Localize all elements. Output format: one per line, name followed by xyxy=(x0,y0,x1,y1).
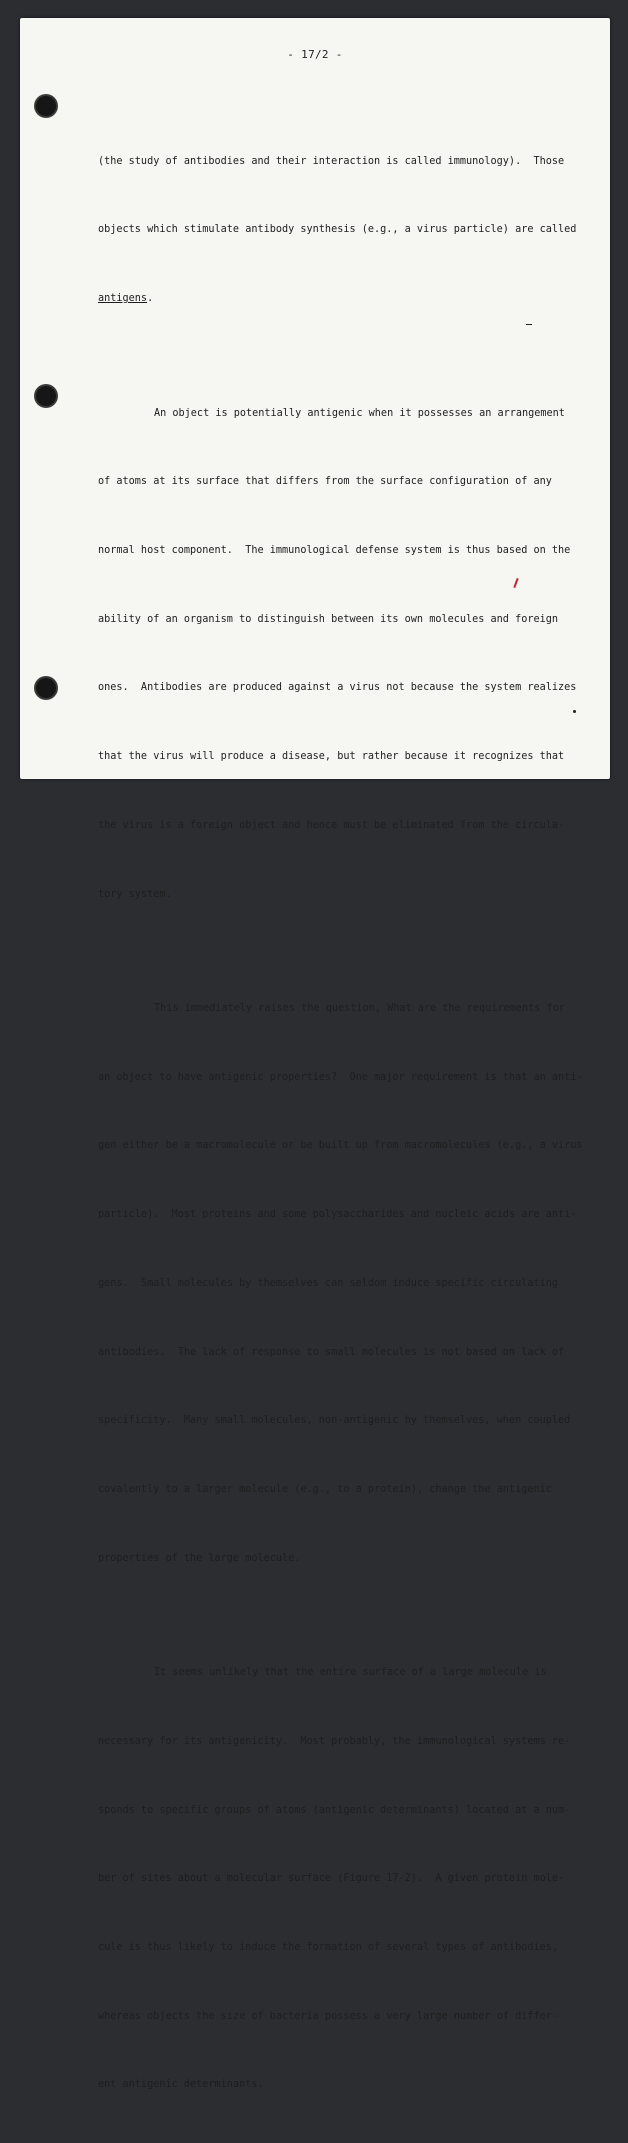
text-line: necessary for its antigenicity. Most probably, the immunological systems re- xyxy=(98,1735,571,1747)
text-line: tory system. xyxy=(98,888,172,900)
text-line: specificity. Many small molecules, non-antigenic by themselves, when coupled xyxy=(98,1415,571,1427)
text-line: sponds to specific groups of atoms (antigenic determinants) located at a num- xyxy=(98,1804,571,1816)
text-line: particle). Most proteins and some polysaccharides and nucleic acids are anti- xyxy=(98,1209,577,1221)
ink-speck xyxy=(526,324,532,325)
text-line: (the study of antibodies and their interaction is called immunology). Those xyxy=(98,155,565,167)
binder-hole xyxy=(36,386,56,406)
document-page xyxy=(20,18,610,2091)
ink-speck xyxy=(573,710,576,713)
text-line: objects which stimulate antibody synthesis (e.g., a virus particle) are called xyxy=(98,224,577,236)
text-line: of atoms at its surface that differs from the surface configuration of any xyxy=(98,476,552,488)
body-text xyxy=(98,82,598,2143)
text-line: normal host component. The immunological defense system is thus based on the xyxy=(98,545,571,557)
text-line: ent antigenic determinants. xyxy=(98,2079,264,2091)
underlined-term: antigens xyxy=(98,293,148,305)
text-line: It seems unlikely that the entire surface of a large molecule is xyxy=(154,1667,547,1679)
text-line: gens. Small molecules by themselves can seldom induce specific circulating xyxy=(98,1277,559,1289)
text-line: antibodies. The lack of response to small molecules is not based on lack of xyxy=(98,1346,565,1358)
text-line: the virus is a foreign object and hence must be eliminated from the circula- xyxy=(98,819,565,831)
binder-hole xyxy=(36,678,56,698)
text-line: ones. Antibodies are produced against a virus not because the system realizes xyxy=(98,682,577,694)
text-line xyxy=(98,288,598,311)
text-line: that the virus will produce a disease, but rather because it recognizes that xyxy=(98,751,565,763)
text-line: ability of an organism to distinguish between its own molecules and foreign xyxy=(98,613,559,625)
binder-hole xyxy=(36,96,56,116)
punctuation: . xyxy=(147,293,154,305)
text-line: gen either be a macromolecule or be built up from macromolecules (e.g., a virus xyxy=(98,1140,583,1152)
text-line: covalently to a larger molecule (e.g., to a protein), change the antigenic xyxy=(98,1484,552,1495)
text-line: whereas objects the size of bacteria possess a very large number of differ- xyxy=(98,2010,559,2022)
text-line: properties of the large molecule. xyxy=(98,1552,301,1564)
text-line: cule is thus likely to induce the formation of several types of antibodies, xyxy=(98,1942,559,1954)
text-line: An object is potentially antigenic when it possesses an arrangement xyxy=(154,407,565,419)
text-line: an object to have antigenic properties? One major requirement is that an anti- xyxy=(98,1071,583,1083)
page-number: - 17/2 - xyxy=(287,48,343,61)
text-line: This immediately raises the question, What are the requirements for xyxy=(154,1003,565,1015)
text-line: ber of sites about a molecular surface (Figure 17-2). A given protein mole- xyxy=(98,1873,565,1885)
